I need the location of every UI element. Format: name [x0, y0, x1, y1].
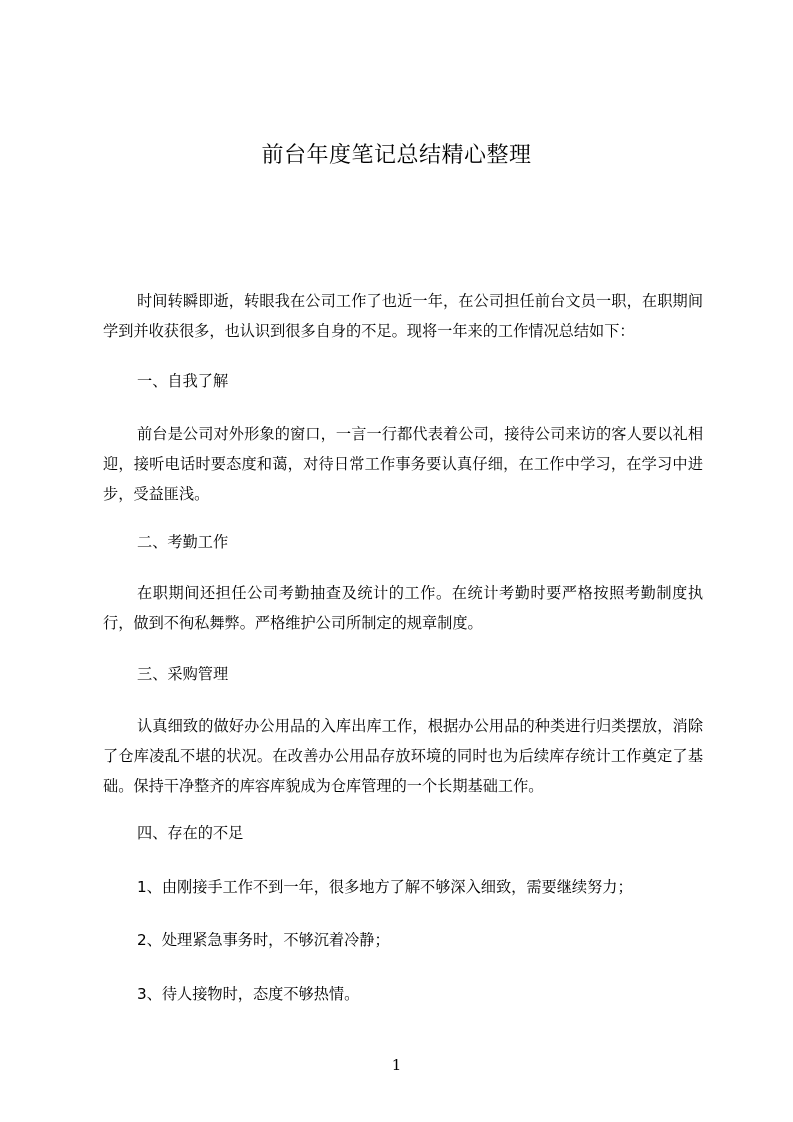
shortcoming-item: 3、待人接物时，态度不够热情。	[137, 985, 360, 1003]
document-title: 前台年度笔记总结精心整理	[261, 143, 532, 168]
section-heading-procurement: 三、采购管理	[137, 665, 229, 683]
shortcoming-item: 2、处理紧急事务时，不够沉着冷静；	[137, 931, 390, 949]
section-heading-self-understanding: 一、自我了解	[137, 372, 229, 390]
section-body-self-understanding: 前台是公司对外形象的窗口，一言一行都代表着公司，接待公司来访的客人要以礼相迎，接听电话时要态度和蔼，对待日常工作事务要认真仔细，在工作中学习，在学习中进步，受益匪浅。	[103, 425, 703, 503]
section-heading-attendance: 二、考勤工作	[137, 533, 229, 551]
intro-paragraph: 时间转瞬即逝，转眼我在公司工作了也近一年，在公司担任前台文员一职，在职期间学到并收获很多，也认识到很多自身的不足。现将一年来的工作情况总结如下：	[103, 292, 703, 340]
section-body-attendance: 在职期间还担任公司考勤抽查及统计的工作。在统计考勤时要严格按照考勤制度执行，做到不徇私舞弊。严格维护公司所制定的规章制度。	[103, 584, 703, 632]
shortcoming-item: 1、由刚接手工作不到一年，很多地方了解不够深入细致，需要继续努力；	[137, 878, 633, 896]
page-number: 1	[391, 1056, 402, 1074]
section-body-procurement: 认真细致的做好办公用品的入库出库工作，根据办公用品的种类进行归类摆放，消除了仓库凌乱不堪的状况。在改善办公用品存放环境的同时也为后续库存统计工作奠定了基础。保持干净整齐的库容库貌成为仓库管理的一个长期基础工作。	[103, 717, 703, 795]
section-heading-shortcomings: 四、存在的不足	[137, 824, 244, 842]
